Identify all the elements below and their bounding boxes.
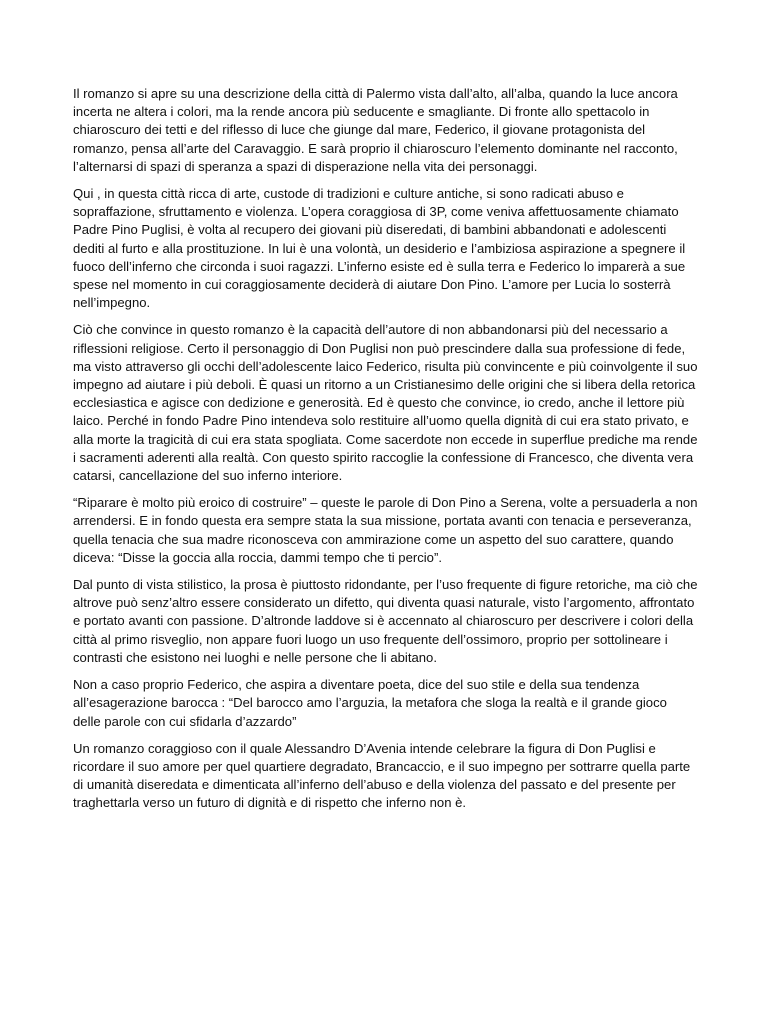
paragraph: Qui , in questa città ricca di arte, custode di tradizioni e culture antiche, si sono radicati abuso e sopraffazione, sfruttamento e violenza. L’opera coraggiosa di 3P, come veniva affettuosamente chiamato Padre Pino Puglisi, è volta al recupero dei giovani più diseredati, di bambini abbandonati e adolescenti dediti al furto e alla prostituzione. In lui è una volontà, un desiderio e l’ambiziosa aspirazione a spegnere il fuoco dell’inferno che circonda i suoi ragazzi. L’inferno esiste ed è sulla terra e Federico lo imparerà a sue spese nel momento in cui coraggiosamente deciderà di aiutare Don Pino. L’amore per Lucia lo sosterrà nell’impegno. <box>73 186 686 311</box>
paragraph: Un romanzo coraggioso con il quale Alessandro D’Avenia intende celebrare la figura di Don Puglisi e ricordare il suo amore per quel quartiere degradato, Brancaccio, e il suo impegno per sottrarre quella parte di umanità diseredata e dimenticata all’inferno dell’abuso e della violenza del passato e del presente per traghettarla verso un futuro di dignità e di rispetto che inferno non è. <box>73 740 691 811</box>
paragraph: Non a caso proprio Federico, che aspira a diventare poeta, dice del suo stile e della sua tendenza all’esagerazione barocca : “Del barocco amo l’arguzia, la metafora che sloga la realtà e il grande gioco delle parole con cui sfidarla d’azzardo” <box>73 677 667 729</box>
paragraph: Il romanzo si apre su una descrizione della città di Palermo vista dall’alto, all’alba, quando la luce ancora incerta ne altera i colori, ma la rende ancora più seducente e smagliante. Di fronte allo spettacolo in chiaroscuro dei tetti e del riflesso di luce che giunge dal mare, Federico, il giovane protagonista del romanzo, pensa all’arte del Caravaggio. E sarà proprio il chiaroscuro l’elemento dominante nel racconto, l’alternarsi di spazi di speranza a spazi di disperazione nella vita dei personaggi. <box>73 86 678 174</box>
paragraph: “Riparare è molto più eroico di costruire” – queste le parole di Don Pino a Serena, volte a persuaderla a non arrendersi. E in fondo questa era sempre stata la sua missione, portata avanti con tenacia e perseveranza, quella tenacia che sua madre riconosceva con ammirazione come un aspetto del suo carattere, quando diceva: “Disse la goccia alla roccia, dammi tempo che ti percio”. <box>73 495 698 565</box>
document-body <box>73 85 698 822</box>
paragraph: Dal punto di vista stilistico, la prosa è piuttosto ridondante, per l’uso frequente di figure retoriche, ma ciò che altrove può senz’altro essere considerato un difetto, qui diventa quasi naturale, visto l’argomento, affrontato e portato avanti con passione. D’altronde laddove si è accennato al chiaroscuro per descrivere i colori della città al primo risveglio, non appare fuori luogo un uso frequente dell’ossimoro, proprio per sottolineare i contrasti che esistono nei luoghi e nelle persone che li abitano. <box>73 577 698 665</box>
paragraph: Ciò che convince in questo romanzo è la capacità dell’autore di non abbandonarsi più del necessario a riflessioni religiose. Certo il personaggio di Don Puglisi non può prescindere dalla sua professione di fede, ma visto attraverso gli occhi dell’adolescente laico Federico, risulta più convincente e più coinvolgente il suo impegno ad aiutare i più deboli. È quasi un ritorno a un Cristianesimo delle origini che si libera della retorica ecclesiastica e agisce con dedizione e generosità. Ed è questo che convince, io credo, anche il lettore più laico. Perché in fondo Padre Pino intendeva solo restituire all’uomo quella dignità di cui era stato privato, e alla morte la tragicità di cui era stata spogliata. Come sacerdote non eccede in superflue prediche ma rende i sacramenti aderenti alla realtà. Con questo spirito raccoglie la confessione di Francesco, che diventa vera catarsi, cancellazione del suo inferno interiore. <box>73 322 698 484</box>
